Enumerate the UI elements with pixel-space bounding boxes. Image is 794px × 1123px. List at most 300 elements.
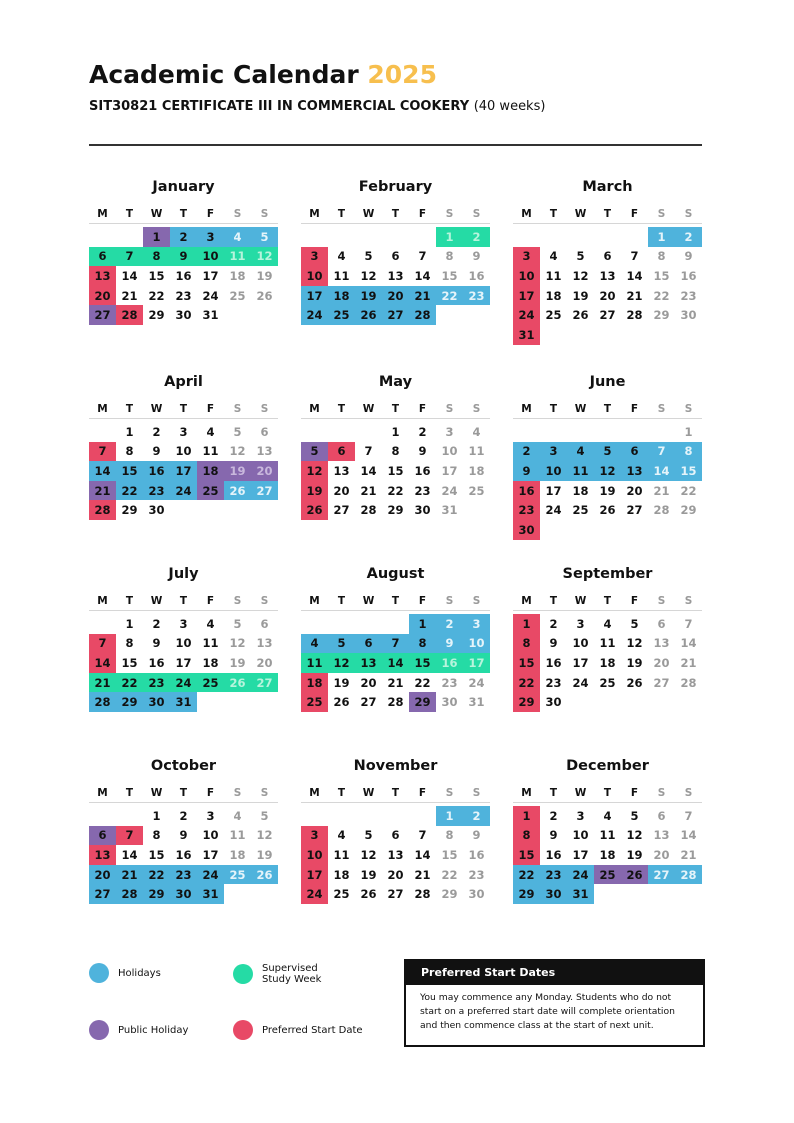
preferred-start-note [404,959,705,1047]
day-cell: 17 [545,483,562,498]
day-cell: 2 [179,808,188,823]
day-cell: 1 [143,227,170,247]
weekday-label: S [472,207,481,220]
public-holiday-swatch-icon [89,1020,109,1040]
weekday-label: F [418,786,427,799]
day-cell: 10 [441,444,458,459]
weekday-label: S [445,207,454,220]
weekday-label: S [445,402,454,415]
day-cell: 31 [170,692,197,712]
day-cell: 1 [409,614,436,634]
week-row [513,806,702,826]
day-cell: 22 [513,865,540,885]
day-cell: 13 [387,847,404,862]
day-cell: 24 [202,288,219,303]
week-row [89,422,278,442]
empty-day-cell [567,520,594,540]
weekday-label: S [684,402,693,415]
day-cell: 6 [260,616,269,631]
day-cell: 25 [197,673,224,693]
day-cell: 11 [599,636,616,651]
weekday-label: T [125,207,134,220]
day-cell: 17 [175,655,192,670]
weekday-label: S [260,207,269,220]
week-row [513,614,702,634]
day-cell: 1 [391,424,400,439]
day-cell: 6 [657,808,666,823]
day-cell: 16 [175,847,192,862]
empty-day-cell [328,806,355,826]
week-row [301,305,490,325]
day-cell: 3 [301,826,328,846]
day-cell: 27 [251,481,278,501]
day-cell: 12 [251,247,278,267]
empty-day-cell [224,305,251,325]
week-row [89,845,278,865]
week-row [513,461,702,481]
day-cell: 24 [572,675,589,690]
day-cell: 17 [170,461,197,481]
week-row [89,614,278,634]
day-cell: 5 [364,249,373,264]
week-row [301,614,490,634]
week-row [89,481,278,501]
day-cell: 27 [387,887,404,902]
day-cell: 27 [626,503,643,518]
weekday-label: F [206,786,215,799]
weekday-header [301,783,490,803]
day-cell: 28 [89,692,116,712]
weekday-label: T [603,402,612,415]
empty-day-cell [382,227,409,247]
week-row [301,826,490,846]
empty-day-cell [116,227,143,247]
empty-day-cell [116,806,143,826]
day-cell: 25 [197,481,224,501]
day-cell: 9 [684,249,693,264]
day-cell: 21 [680,847,697,862]
day-cell: 10 [197,247,224,267]
day-cell: 4 [301,634,328,654]
day-cell: 30 [143,692,170,712]
day-cell: 18 [197,461,224,481]
weekday-label: T [179,207,188,220]
week-row [301,227,490,247]
weekday-header [89,591,278,611]
weekday-label: T [391,207,400,220]
day-cell: 6 [603,249,612,264]
day-cell: 15 [441,268,458,283]
day-cell: 10 [301,266,328,286]
weekday-label: T [603,786,612,799]
week-row [301,500,490,520]
day-cell: 13 [256,636,273,651]
day-cell: 10 [175,444,192,459]
empty-day-cell [621,884,648,904]
day-cell: 4 [337,828,346,843]
day-cell: 13 [621,461,648,481]
day-cell: 23 [545,675,562,690]
weekday-header [513,399,702,419]
week-row [301,884,490,904]
empty-day-cell [621,520,648,540]
day-cell: 15 [653,268,670,283]
empty-day-cell [540,520,567,540]
day-cell: 23 [468,867,485,882]
week-row [89,442,278,462]
day-cell: 15 [121,655,138,670]
day-cell: 14 [121,847,138,862]
note-title: Preferred Start Dates [406,961,703,985]
day-cell: 2 [513,442,540,462]
empty-day-cell [675,884,702,904]
day-cell: 18 [572,483,589,498]
day-cell: 21 [116,865,143,885]
day-cell: 19 [355,286,382,306]
weekday-label: T [179,594,188,607]
day-cell: 7 [418,828,427,843]
day-cell: 17 [572,655,589,670]
month-days-grid [513,591,702,712]
day-cell: 21 [409,286,436,306]
weekday-header [89,399,278,419]
day-cell: 11 [202,444,219,459]
day-cell: 18 [229,268,246,283]
day-cell: 28 [89,500,116,520]
day-cell: 1 [125,424,134,439]
day-cell: 26 [256,288,273,303]
empty-day-cell [409,227,436,247]
day-cell: 8 [125,444,134,459]
week-row [301,653,490,673]
day-cell: 24 [513,305,540,325]
day-cell: 4 [337,249,346,264]
day-cell: 25 [333,887,350,902]
day-cell: 29 [513,884,540,904]
empty-day-cell [567,227,594,247]
day-cell: 30 [513,520,540,540]
weekday-label: W [574,207,587,220]
day-cell: 9 [179,828,188,843]
day-cell: 15 [675,461,702,481]
day-cell: 8 [657,249,666,264]
day-cell: 19 [360,867,377,882]
weekday-label: T [125,402,134,415]
day-cell: 26 [626,675,643,690]
day-cell: 8 [445,828,454,843]
day-cell: 31 [202,308,219,323]
day-cell: 26 [360,887,377,902]
day-cell: 2 [463,806,490,826]
day-cell: 18 [301,673,328,693]
day-cell: 25 [599,675,616,690]
weekday-label: S [657,207,666,220]
day-cell: 24 [170,673,197,693]
day-cell: 8 [445,249,454,264]
empty-day-cell [648,325,675,345]
weekday-label: T [549,402,558,415]
weekday-label: T [391,786,400,799]
day-cell: 13 [653,636,670,651]
weekday-label: F [630,402,639,415]
day-cell: 3 [179,616,188,631]
day-cell: 6 [355,634,382,654]
day-cell: 12 [229,636,246,651]
day-cell: 30 [468,887,485,902]
empty-day-cell [594,884,621,904]
legend-study-week [233,963,342,985]
week-row [513,305,702,325]
day-cell: 22 [116,481,143,501]
title-text: Academic Calendar [89,60,359,89]
day-cell: 5 [328,634,355,654]
day-cell: 10 [175,636,192,651]
weekday-label: S [233,207,242,220]
day-cell: 24 [468,675,485,690]
weekday-label: M [97,786,108,799]
weekday-label: M [521,786,532,799]
weekday-label: S [472,786,481,799]
day-cell: 30 [148,503,165,518]
day-cell: 13 [89,266,116,286]
day-cell: 1 [513,614,540,634]
day-cell: 6 [89,247,116,267]
weekday-label: M [97,594,108,607]
day-cell: 31 [197,884,224,904]
empty-day-cell [621,325,648,345]
day-cell: 9 [152,636,161,651]
day-cell: 20 [653,847,670,862]
day-cell: 14 [89,461,116,481]
day-cell: 7 [648,442,675,462]
day-cell: 8 [143,247,170,267]
weekday-label: T [125,786,134,799]
day-cell: 16 [468,847,485,862]
day-cell: 2 [152,616,161,631]
week-row [89,461,278,481]
day-cell: 17 [202,268,219,283]
week-row [513,422,702,442]
week-row [301,865,490,885]
day-cell: 29 [513,692,540,712]
day-cell: 12 [360,268,377,283]
day-cell: 26 [224,673,251,693]
day-cell: 30 [441,695,458,710]
day-cell: 29 [441,887,458,902]
empty-day-cell [567,325,594,345]
weekday-label: M [309,786,320,799]
day-cell: 17 [463,653,490,673]
day-cell: 23 [143,481,170,501]
day-cell: 5 [594,442,621,462]
day-cell: 25 [594,865,621,885]
day-cell: 26 [572,308,589,323]
day-cell: 20 [599,288,616,303]
empty-day-cell [594,692,621,712]
day-cell: 6 [657,616,666,631]
day-cell: 12 [626,636,643,651]
day-cell: 28 [116,305,143,325]
weekday-label: T [549,786,558,799]
legend-preferred-start-label: Preferred Start Date [262,1024,363,1036]
day-cell: 28 [387,695,404,710]
weekday-label: T [337,402,346,415]
day-cell: 14 [360,463,377,478]
day-cell: 5 [576,249,585,264]
month-name: September [562,566,653,582]
day-cell: 30 [170,884,197,904]
day-cell: 27 [251,673,278,693]
empty-day-cell [89,227,116,247]
weekday-label: M [309,207,320,220]
day-cell: 22 [436,286,463,306]
day-cell: 4 [206,616,215,631]
day-cell: 28 [626,308,643,323]
day-cell: 4 [549,249,558,264]
weekday-label: T [337,786,346,799]
weekday-label: T [549,594,558,607]
empty-day-cell [594,520,621,540]
day-cell: 15 [409,653,436,673]
day-cell: 23 [680,288,697,303]
weekday-header [301,399,490,419]
week-row [301,247,490,267]
weekday-label: F [206,594,215,607]
day-cell: 2 [418,424,427,439]
weekday-label: M [97,402,108,415]
day-cell: 19 [224,461,251,481]
day-cell: 7 [684,616,693,631]
week-row [89,266,278,286]
day-cell: 22 [653,288,670,303]
weekday-label: W [150,786,163,799]
day-cell: 30 [414,503,431,518]
day-cell: 16 [414,463,431,478]
day-cell: 12 [360,847,377,862]
empty-day-cell [540,422,567,442]
day-cell: 26 [224,481,251,501]
day-cell: 23 [143,673,170,693]
day-cell: 1 [436,227,463,247]
empty-day-cell [648,422,675,442]
day-cell: 18 [599,847,616,862]
weekday-label: W [362,402,375,415]
week-row [89,653,278,673]
empty-day-cell [594,227,621,247]
day-cell: 24 [545,503,562,518]
day-cell: 28 [116,884,143,904]
day-cell: 18 [202,655,219,670]
empty-day-cell [594,422,621,442]
day-cell: 4 [472,424,481,439]
day-cell: 19 [626,655,643,670]
week-row [301,634,490,654]
day-cell: 25 [229,288,246,303]
weekday-label: W [362,786,375,799]
day-cell: 14 [680,636,697,651]
weekday-label: F [418,207,427,220]
weekday-label: W [150,207,163,220]
empty-day-cell [89,614,116,634]
week-row [89,692,278,712]
week-row [301,481,490,501]
empty-day-cell [197,500,224,520]
day-cell: 9 [472,249,481,264]
weekday-label: W [574,594,587,607]
month-name: October [150,758,217,774]
weekday-label: S [260,402,269,415]
day-cell: 20 [256,655,273,670]
day-cell: 25 [545,308,562,323]
weekday-label: T [337,207,346,220]
day-cell: 3 [445,424,454,439]
weekday-label: M [521,402,532,415]
week-row [301,845,490,865]
week-row [513,692,702,712]
week-row [513,325,702,345]
empty-day-cell [251,305,278,325]
legend-public-holiday-label: Public Holiday [118,1024,189,1036]
day-cell: 7 [630,249,639,264]
month-name: January [152,179,215,195]
month-days-grid [513,783,702,904]
day-cell: 20 [89,865,116,885]
day-cell: 15 [513,845,540,865]
week-row [89,865,278,885]
day-cell: 20 [333,483,350,498]
day-cell: 25 [301,692,328,712]
day-cell: 9 [549,636,558,651]
day-cell: 12 [594,461,621,481]
day-cell: 21 [360,483,377,498]
day-cell: 19 [301,481,328,501]
week-row [301,806,490,826]
empty-day-cell [224,692,251,712]
empty-day-cell [567,422,594,442]
day-cell: 29 [387,503,404,518]
legend-holidays [89,963,161,983]
empty-day-cell [197,692,224,712]
note-text: You may commence any Monday. Students who do not start on a preferred start date will complete orientation and then commence class at the start of next unit. [420,992,675,1031]
day-cell: 5 [260,808,269,823]
week-row [301,422,490,442]
weekday-label: S [233,402,242,415]
month-name: December [566,758,649,774]
weekday-label: F [206,207,215,220]
day-cell: 18 [328,286,355,306]
day-cell: 27 [653,675,670,690]
day-cell: 5 [233,424,242,439]
day-cell: 15 [148,847,165,862]
day-cell: 31 [567,884,594,904]
empty-day-cell [328,227,355,247]
day-cell: 1 [684,424,693,439]
day-cell: 29 [680,503,697,518]
day-cell: 7 [116,826,143,846]
day-cell: 26 [251,865,278,885]
day-cell: 23 [540,865,567,885]
month-days-grid [89,783,278,904]
week-row [513,227,702,247]
day-cell: 17 [301,865,328,885]
weekday-label: M [97,207,108,220]
empty-day-cell [89,806,116,826]
course-duration: (40 weeks) [473,99,546,114]
day-cell: 27 [648,865,675,885]
day-cell: 10 [202,828,219,843]
day-cell: 29 [143,884,170,904]
empty-day-cell [328,422,355,442]
